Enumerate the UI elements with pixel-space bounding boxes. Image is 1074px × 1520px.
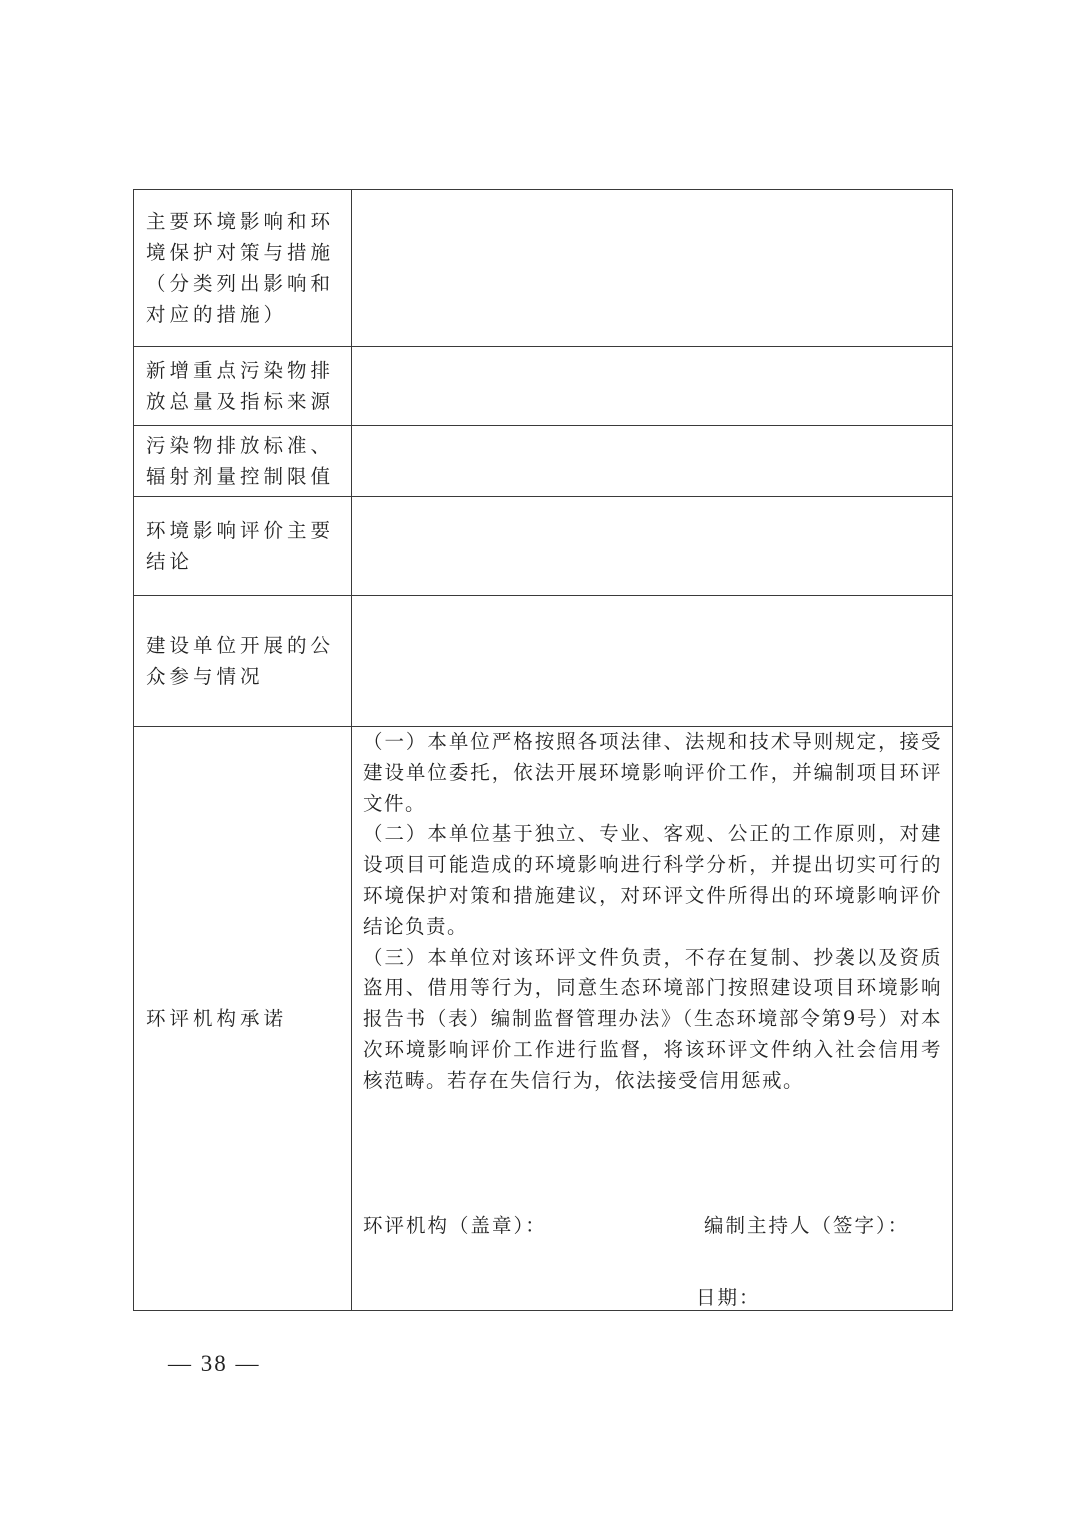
row-label: 建设单位开展的公众参与情况 bbox=[134, 596, 352, 727]
row-label: 主要环境影响和环境保护对策与措施（分类列出影响和对应的措施） bbox=[134, 190, 352, 347]
row-value-field[interactable] bbox=[352, 347, 953, 426]
table-row bbox=[134, 497, 953, 596]
page-number: — 38 — bbox=[168, 1351, 261, 1376]
row-value-field[interactable] bbox=[352, 596, 953, 727]
table-row bbox=[134, 426, 953, 497]
table-row bbox=[134, 190, 953, 347]
agency-seal-label: 环评机构（盖章）： bbox=[363, 1213, 547, 1237]
commitment-paragraph: （一）本单位严格按照各项法律、法规和技术导则规定，接受建设单位委托，依法开展环境影响评价工作，并编制项目环评文件。 bbox=[363, 730, 942, 815]
table-row bbox=[134, 347, 953, 426]
assessment-form-table bbox=[133, 189, 953, 1311]
row-value-field[interactable] bbox=[352, 190, 953, 347]
commitment-text bbox=[363, 727, 942, 1097]
commitment-paragraph: （三）本单位对该环评文件负责，不存在复制、抄袭以及资质盗用、借用等行为，同意生态环境部门按照建设项目环境影响报告书（表）编制监督管理办法》（生态环境部令第9号）对本次环境影响评价工作进行监督，将该环评文件纳入社会信用考核范畴。若存在失信行为，依法接受信用惩戒。 bbox=[363, 945, 942, 1092]
date-label: 日期： bbox=[696, 1285, 761, 1309]
row-label: 新增重点污染物排放总量及指标来源 bbox=[134, 347, 352, 426]
commitment-paragraph: （二）本单位基于独立、专业、客观、公正的工作原则，对建设项目可能造成的环境影响进行科学分析，并提出切实可行的环境保护对策和措施建议，对环评文件所得出的环境影响评价结论负责。 bbox=[363, 822, 942, 938]
signature-area bbox=[363, 1097, 942, 1307]
commitment-content bbox=[352, 727, 953, 1311]
host-sign-label: 编制主持人（签字）： bbox=[704, 1213, 910, 1237]
commitment-label: 环评机构承诺 bbox=[134, 727, 352, 1311]
row-label: 环境影响评价主要结论 bbox=[134, 497, 352, 596]
commitment-row bbox=[134, 727, 953, 1311]
row-value-field[interactable] bbox=[352, 426, 953, 497]
table-row bbox=[134, 596, 953, 727]
row-value-field[interactable] bbox=[352, 497, 953, 596]
row-label: 污染物排放标准、辐射剂量控制限值 bbox=[134, 426, 352, 497]
